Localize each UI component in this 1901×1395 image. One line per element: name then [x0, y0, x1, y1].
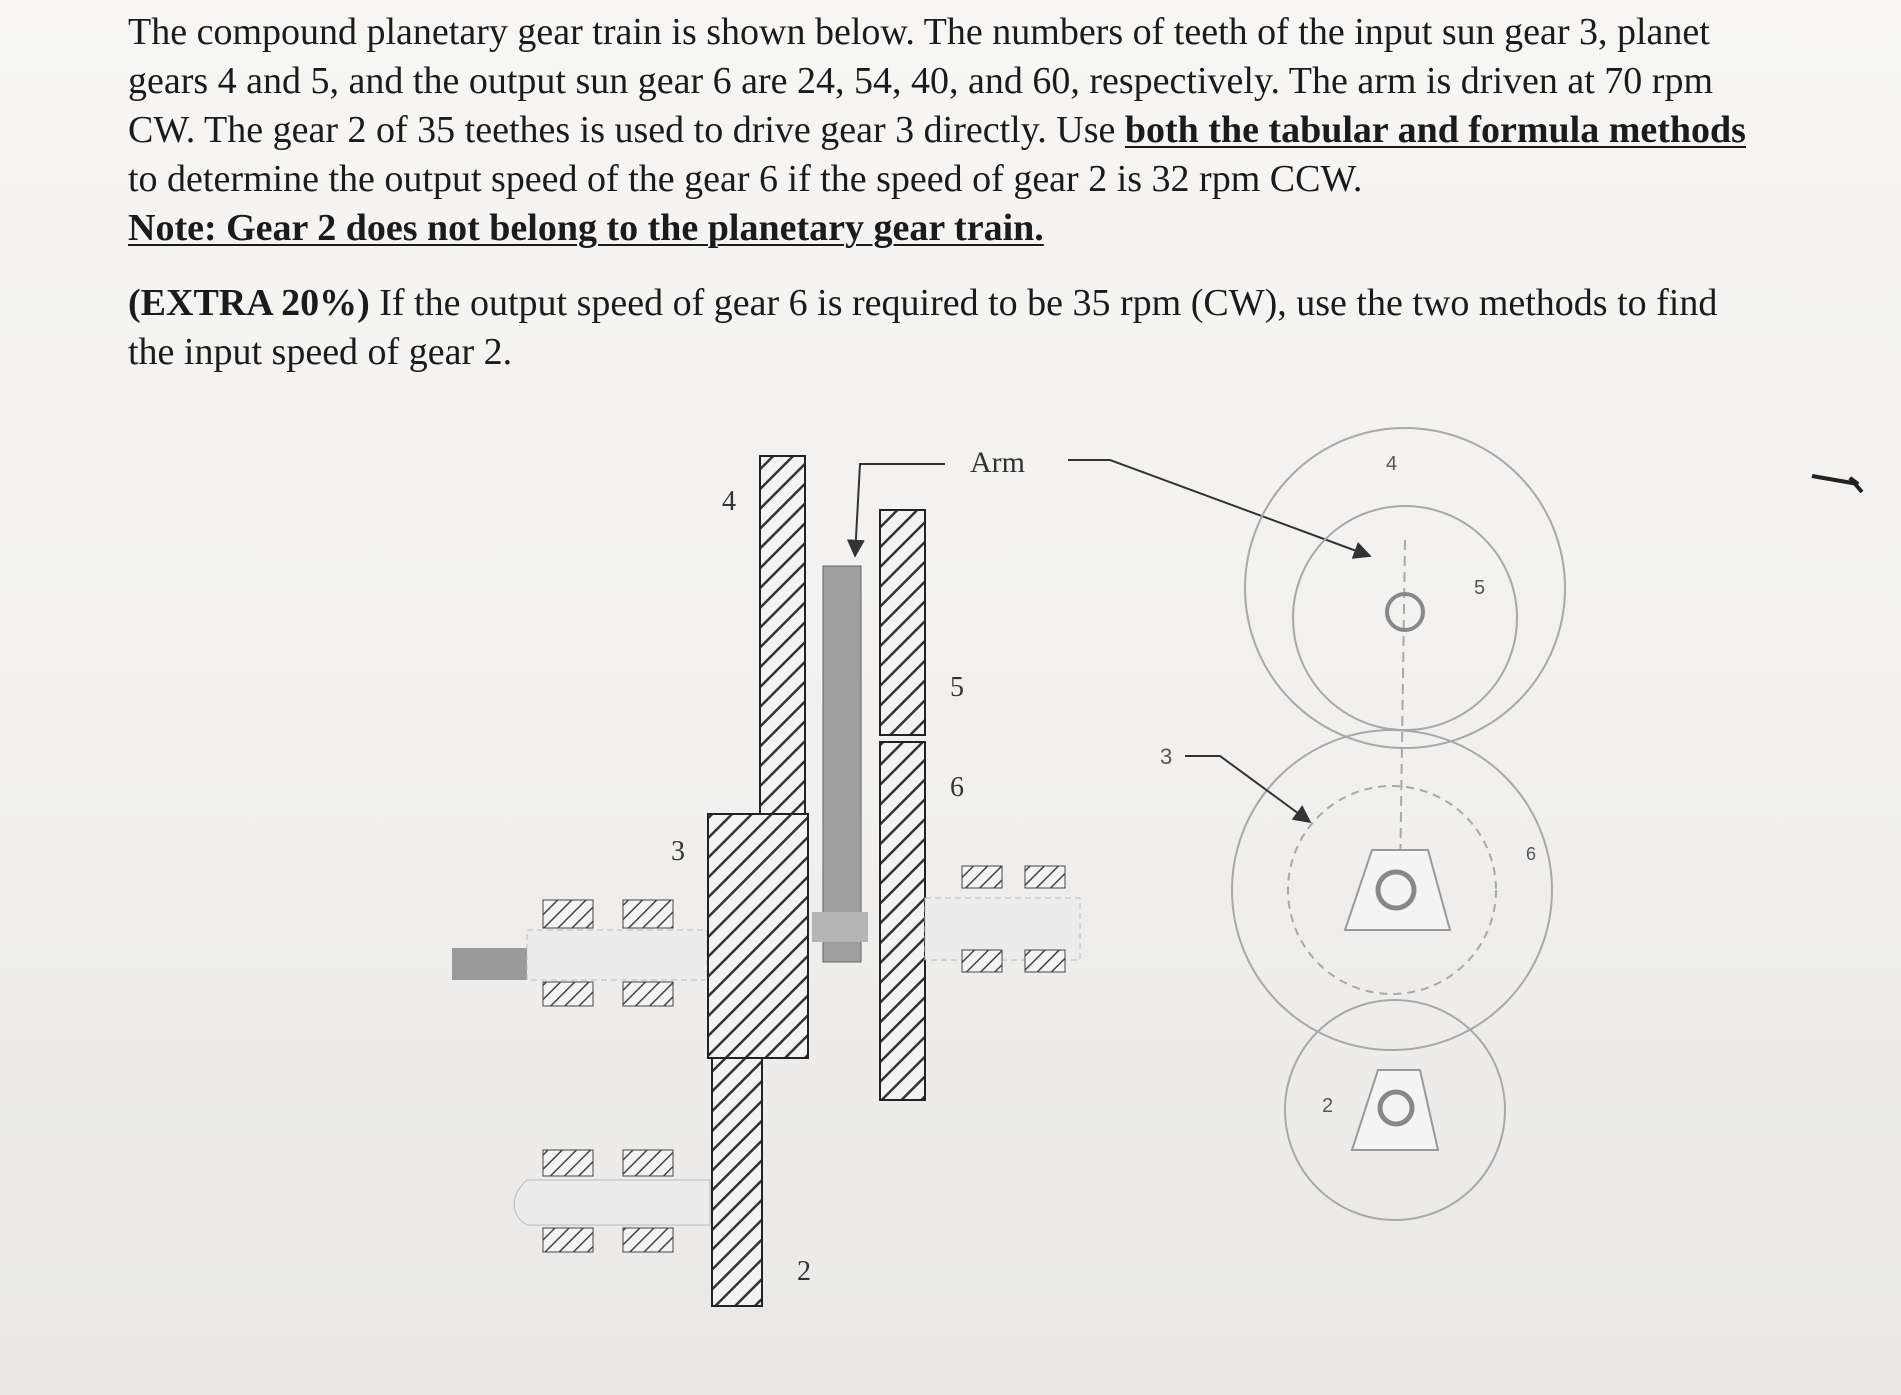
gear2-bracket [1352, 1070, 1438, 1150]
methods-emphasis: both the tabular and formula methods [1124, 109, 1746, 151]
extra-label: (EXTRA 20%) [128, 282, 370, 324]
bearing [623, 1228, 673, 1252]
label-gear-5: 5 [950, 672, 964, 703]
arm-centerline [1400, 540, 1405, 880]
input-shaft-housing [527, 930, 707, 980]
problem-text-part1: The compound planetary gear train is shown below. The numbers of teeth of the input sun gear 3, planet gears 4 and 5, and the output sun gear 6 are 24, 54, 40, and 60, respectively. The arm is driven at 70 rpm CW. The gear 2 of 35 teethes is used to drive gear 3 directly. Use [128, 11, 1714, 151]
bearing [1025, 866, 1065, 888]
bearing [543, 1228, 593, 1252]
arm-pointer [1068, 460, 1370, 556]
arm-pin [812, 912, 868, 942]
end-label-gear-6: 6 [1526, 844, 1537, 864]
end-gear-4 [1245, 428, 1565, 748]
planet-gear-5 [880, 510, 925, 735]
end-label-gear-2: 2 [1322, 1095, 1334, 1117]
label-gear-4: 4 [722, 486, 736, 517]
label-gear-2: 2 [797, 1256, 811, 1287]
end-label-gear-4: 4 [1386, 453, 1398, 475]
label-gear-3: 3 [671, 836, 685, 867]
bearing [962, 950, 1002, 972]
bearing [543, 982, 593, 1006]
bearing [543, 1150, 593, 1176]
end-label-gear-3: 3 [1160, 744, 1173, 769]
bearing [543, 900, 593, 928]
label-arm: Arm [970, 446, 1025, 479]
bearing [623, 900, 673, 928]
gear-2 [712, 1058, 762, 1306]
extra-text: If the output speed of gear 6 is required to be 35 rpm (CW), use the two methods to find the input speed of gear 2. [128, 282, 1718, 373]
arm-plate [823, 566, 861, 962]
note-text: Note: Gear 2 does not belong to the planetary gear train. [128, 207, 1044, 249]
bearing [1025, 950, 1065, 972]
input-shaft [452, 948, 527, 980]
sun-gear-3 [708, 814, 808, 1058]
bearing [962, 866, 1002, 888]
problem-text-part2: to determine the output speed of the gear 6 if the speed of gear 2 is 32 rpm CCW. [128, 158, 1363, 200]
gear2-shaft [514, 1180, 710, 1225]
bearing [623, 1150, 673, 1176]
sun-gear-6 [880, 742, 925, 1100]
bearing [623, 982, 673, 1006]
label-gear-6: 6 [950, 772, 964, 803]
pen-mark [1812, 476, 1862, 492]
section-view [452, 446, 1080, 1306]
planet-hub [1387, 594, 1423, 630]
end-view [1068, 428, 1565, 1220]
end-label-gear-5: 5 [1474, 577, 1486, 599]
gear3-bracket [1345, 850, 1450, 930]
planet-gear-4 [760, 456, 805, 814]
